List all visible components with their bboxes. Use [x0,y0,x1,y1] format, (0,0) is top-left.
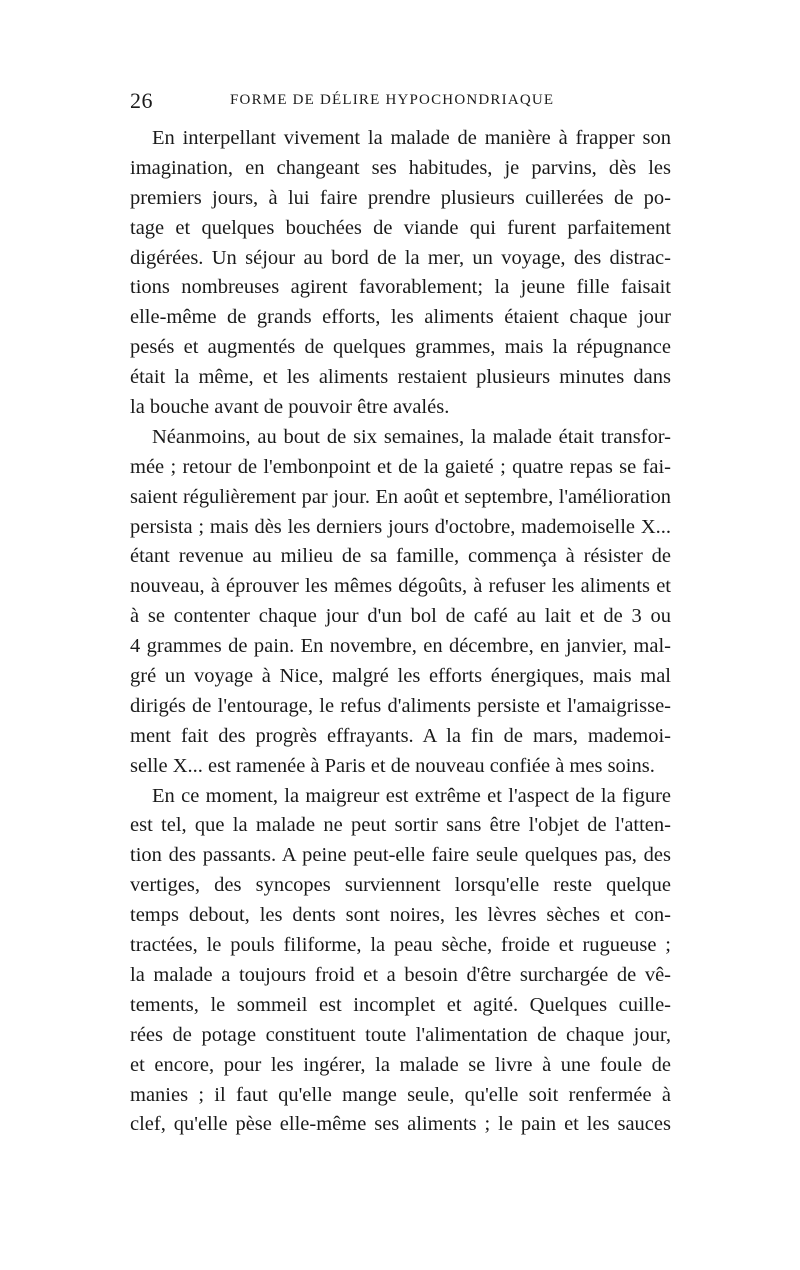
text-line: saient régulièrement par jour. En août et septembre, l'amélioration [130,485,671,508]
text-line: tion des passants. A peine peut-elle faire seule quelques pas, des [130,844,671,867]
text-line: et encore, pour les ingérer, la malade se livre à une foule de [130,1053,671,1076]
text-line: étant revenue au milieu de sa famille, commença à résister de [130,545,671,568]
text-line: tions nombreuses agirent favorablement; la jeune fille faisait [130,276,671,299]
text-line: la bouche avant de pouvoir être avalés. [130,396,450,419]
text-line: tractées, le pouls filiforme, la peau sèche, froide et rugueuse ; [130,934,671,957]
text-line: manies ; il faut qu'elle mange seule, qu'elle soit renfermée à [130,1083,671,1106]
text-line: est tel, que la malade ne peut sortir sans être l'objet de l'atten- [130,814,671,837]
text-line: clef, qu'elle pèse elle-même ses aliments ; le pain et les sauces [130,1113,671,1136]
text-line: temps debout, les dents sont noires, les lèvres sèches et con- [130,904,671,927]
text-line: digérées. Un séjour au bord de la mer, un voyage, des distrac- [130,246,671,269]
text-line: premiers jours, à lui faire prendre plusieurs cuillerées de po- [130,186,671,209]
text-line: pesés et augmentés de quelques grammes, mais la répugnance [130,336,671,359]
text-line: imagination, en changeant ses habitudes, je parvins, dès les [130,156,671,179]
text-line: ment fait des progrès effrayants. A la fin de mars, mademoi- [130,724,671,747]
text-line: était la même, et les aliments restaient plusieurs minutes dans [130,366,671,389]
text-line: rées de potage constituent toute l'alimentation de chaque jour, [130,1023,671,1046]
text-line: 4 grammes de pain. En novembre, en décembre, en janvier, mal- [130,635,671,658]
text-line: la malade a toujours froid et a besoin d'être surchargée de vê- [130,963,671,986]
running-head [130,88,670,118]
page-number: 26 [130,88,153,113]
text-line: nouveau, à éprouver les mêmes dégoûts, à refuser les aliments et [130,575,671,598]
body-text [130,124,671,1140]
text-line: selle X... est ramenée à Paris et de nouveau confiée à mes soins. [130,754,655,777]
text-line: elle-même de grands efforts, les aliments étaient chaque jour [130,306,671,329]
text-line: En interpellant vivement la malade de manière à frapper son [152,127,671,149]
text-line: Néanmoins, au bout de six semaines, la malade était transfor- [152,425,671,448]
text-line: tements, le sommeil est incomplet et agité. Quelques cuille- [130,993,671,1016]
text-line: à se contenter chaque jour d'un bol de café au lait et de 3 ou [130,605,671,628]
text-line: persista ; mais dès les derniers jours d'octobre, mademoiselle X... [130,515,671,538]
text-line: tage et quelques bouchées de viande qui furent parfaitement [130,216,671,239]
running-title: FORME DE DÉLIRE HYPOCHONDRIAQUE [230,92,555,108]
text-line: gré un voyage à Nice, malgré les efforts énergiques, mais mal [130,665,671,688]
text-line: vertiges, des syncopes surviennent lorsqu'elle reste quelque [130,874,671,897]
text-line: En ce moment, la maigreur est extrême et l'aspect de la figure [152,784,671,807]
text-line: mée ; retour de l'embonpoint et de la gaieté ; quatre repas se fai- [130,455,671,478]
text-line: dirigés de l'entourage, le refus d'aliments persiste et l'amaigrisse- [130,694,671,717]
